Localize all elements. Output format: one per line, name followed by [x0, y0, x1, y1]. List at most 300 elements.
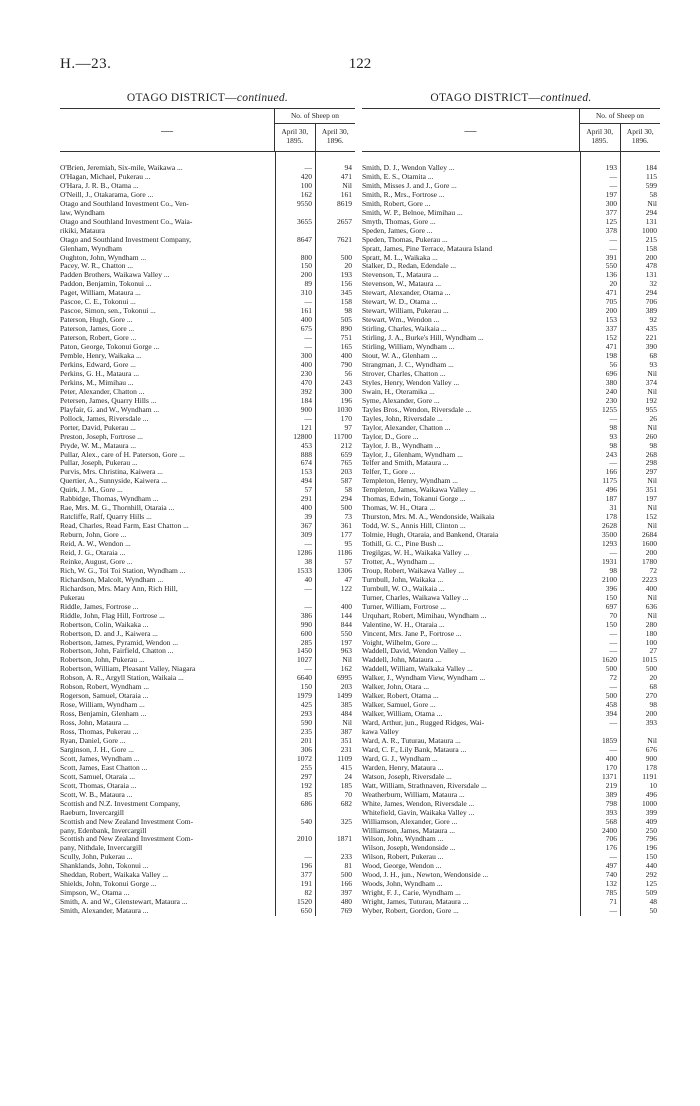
sheep-1896: Nil — [342, 180, 352, 190]
owner-name: Raeburn, Invercargill — [60, 808, 125, 817]
owner-name: Stevenson, T., Mataura ... — [362, 271, 439, 280]
sheep-1896: 1600 — [642, 539, 657, 549]
owner-name: Pukerau — [60, 593, 85, 602]
owner-name: Perkins, G. H., Mataura ... — [60, 369, 139, 378]
sheep-1895: 675 — [300, 324, 312, 334]
sheep-1896: 200 — [645, 252, 657, 262]
sheep-1895: 136 — [605, 270, 617, 280]
sheep-1896: 165 — [340, 342, 352, 352]
sheep-1896: 415 — [340, 762, 352, 772]
table-row — [60, 218, 355, 227]
sheep-1896: 280 — [645, 619, 657, 629]
sheep-header-label: No. of Sheep on — [580, 109, 660, 124]
owner-name: Todd, W. S., Annis Hill, Clinton ... — [362, 522, 466, 531]
owner-name: Reinke, August, Gore ... — [60, 557, 133, 566]
sheep-1895: 1293 — [602, 539, 617, 549]
sheep-1896: 158 — [645, 243, 657, 253]
sheep-1896: 156 — [340, 279, 352, 289]
sheep-1896: 397 — [340, 888, 352, 898]
sheep-1895: 1175 — [602, 476, 617, 486]
sheep-1896: 57 — [344, 556, 352, 566]
sheep-1895: 400 — [300, 359, 312, 369]
sheep-1896: 500 — [340, 870, 352, 880]
sheep-1896: 769 — [340, 906, 352, 916]
name-column-header: — — [161, 122, 173, 137]
owner-name: pany, Edenbank, Invercargill — [60, 826, 147, 835]
owner-name: Vincent, Mrs. Jane P., Fortrose ... — [362, 629, 462, 638]
owner-name: Trotter, A., Wyndham ... — [362, 557, 435, 566]
sheep-1896: 268 — [645, 449, 657, 459]
sheep-1896: 706 — [645, 297, 657, 307]
owner-name: Otago and Southland Investment Co., Ven- — [60, 199, 189, 208]
owner-name: Spratt, James, Pine Terrace, Mataura Island — [362, 244, 493, 253]
sheep-1895: 686 — [300, 798, 312, 808]
owner-name: Smith, D. J., Wendon Valley ... — [362, 164, 455, 172]
sheep-1895: — — [304, 539, 312, 549]
sheep-1896: 294 — [645, 207, 657, 217]
owner-name: Smith, Alexander, Mataura ... — [60, 907, 149, 916]
owner-name: Speden, James, Gore ... — [362, 226, 433, 235]
sheep-1896: 92 — [649, 315, 657, 325]
table-row — [60, 585, 355, 594]
owner-name: Walker, Samuel, Gore ... — [362, 701, 436, 710]
sheep-1896: 192 — [645, 395, 657, 405]
owner-name: Ward, Arthur, jun., Rugged Ridges, Wai- — [362, 719, 485, 728]
sheep-1895: — — [304, 583, 312, 593]
sheep-1896: 270 — [645, 691, 657, 701]
owner-name: Thomas, W. H., Otara ... — [362, 504, 436, 513]
table-row — [60, 818, 355, 827]
sheep-1896: 1306 — [337, 565, 352, 575]
sheep-1895: 150 — [300, 261, 312, 271]
sheep-1895: 31 — [609, 503, 617, 513]
owner-name: Smith, A. and W., Glenstewart, Mataura ... — [60, 898, 188, 907]
sheep-1895: 197 — [605, 189, 617, 199]
sheep-1895: 377 — [605, 207, 617, 217]
sheep-1896: 294 — [340, 494, 352, 504]
sheep-1895: 453 — [300, 440, 312, 450]
sheep-1895: 500 — [605, 664, 617, 674]
owner-name: Smith, R., Mrs., Fortrose ... — [362, 190, 445, 199]
owner-name: Troup, Robert, Waikawa Valley ... — [362, 566, 464, 575]
owner-name: O'Hara, J. R. B., Otama ... — [60, 181, 139, 190]
sheep-1895: 162 — [300, 189, 312, 199]
sheep-1896: 500 — [340, 503, 352, 513]
owner-name: Playfair, G. and W., Wyndham ... — [60, 405, 160, 414]
sheep-1896: 200 — [645, 709, 657, 719]
year-1895-header: April 30, 1895. — [586, 127, 614, 145]
owner-name: Padden Brothers, Waikawa Valley ... — [60, 271, 170, 280]
sheep-1895: 161 — [300, 306, 312, 316]
owner-name: Swain, H., Oteramika ... — [362, 387, 435, 396]
sheep-1896: 122 — [340, 583, 352, 593]
owner-name: Valentine, W. H., Otaraia ... — [362, 620, 445, 629]
owner-name: Smith, W. P., Belnoe, Mimihau ... — [362, 208, 463, 217]
owner-name: Stewart, W. D., Otama ... — [362, 298, 438, 307]
owner-name: Scott, James, East Chatton ... — [60, 763, 148, 772]
sheep-1896: 166 — [340, 879, 352, 889]
sheep-1895: — — [609, 852, 617, 862]
owner-name: Preston, Joseph, Fortrose ... — [60, 432, 143, 441]
sheep-1895: — — [304, 852, 312, 862]
sheep-1895: 497 — [605, 861, 617, 871]
sheep-1895: 367 — [300, 521, 312, 531]
column-title: OTAGO DISTRICT—continued. — [126, 92, 289, 104]
owner-name: Williamson, Alexander, Gore ... — [362, 817, 458, 826]
sheep-1896: 345 — [340, 288, 352, 298]
sheep-1895: 2628 — [602, 521, 617, 531]
owner-name: Wright, F. J., Carie, Wyndham ... — [362, 889, 461, 898]
sheep-1896: 1871 — [337, 834, 352, 844]
owner-name: Robertson, William, Pleasant Valley, Niagara — [60, 665, 196, 674]
sheep-1896: 471 — [340, 171, 352, 181]
sheep-1895: 496 — [605, 485, 617, 495]
owner-name: Telfer, T., Gore ... — [362, 468, 416, 477]
sheep-1896: 1109 — [337, 753, 352, 763]
owner-name: rikiki, Mataura — [60, 226, 105, 235]
owner-name: Turner, Charles, Waikawa Valley ... — [362, 593, 469, 602]
owner-name: Walker, John, Otara ... — [362, 683, 429, 692]
owner-name: Glenham, Wyndham — [60, 244, 122, 253]
owner-name: Smith, E. S., Otamita ... — [362, 172, 434, 181]
owner-name: Stevenson, W., Mataura ... — [362, 280, 441, 289]
sheep-1895: — — [609, 413, 617, 423]
sheep-1896: 212 — [340, 440, 352, 450]
sheep-1895: 235 — [300, 727, 312, 737]
sheep-1896: 409 — [645, 816, 657, 826]
owner-name: Walker, William, Otama ... — [362, 710, 443, 719]
table-row — [362, 719, 660, 728]
sheep-1895: 8647 — [297, 234, 312, 244]
sheep-1896: 162 — [340, 664, 352, 674]
sheep-1896: 440 — [645, 861, 657, 871]
table-header — [362, 108, 660, 152]
sheep-1896: Nil — [647, 736, 657, 745]
owner-name: Turnbull, W. O., Waikaia ... — [362, 584, 445, 593]
sheep-1895: 98 — [609, 565, 617, 575]
table-row — [60, 907, 355, 916]
sheep-1896: 177 — [340, 530, 352, 540]
owner-name: Waddell, William, Waikaka Valley ... — [362, 665, 473, 674]
sheep-1895: 89 — [304, 279, 312, 289]
sheep-1895: 192 — [300, 780, 312, 790]
sheep-1896: 98 — [649, 440, 657, 450]
sheep-1896: 250 — [645, 825, 657, 835]
sheep-1895: — — [304, 333, 312, 343]
sheep-1895: 386 — [300, 610, 312, 620]
owner-name: Robertson, James, Pyramid, Wendon ... — [60, 638, 178, 647]
sheep-1895: 187 — [605, 494, 617, 504]
sheep-1896: 72 — [649, 565, 657, 575]
owner-name: Otago and Southland Investment Co., Waia- — [60, 217, 193, 226]
sheep-1896: 1186 — [337, 547, 352, 557]
sheep-1895: 400 — [300, 503, 312, 513]
owner-name: Paterson, James, Gore ... — [60, 325, 135, 334]
owner-name: Ross, Benjamin, Glenham ... — [60, 710, 147, 719]
owner-name: Williamson, James, Mataura ... — [362, 826, 456, 835]
owner-name: Quertier, A., Sunnyside, Kaiwera ... — [60, 477, 167, 486]
sheep-1896: 10 — [649, 780, 657, 790]
sheep-1895: 184 — [300, 395, 312, 405]
sheep-1895: 425 — [300, 700, 312, 710]
owner-name: Styles, Henry, Wendon Valley ... — [362, 378, 460, 387]
sheep-1895: 150 — [300, 682, 312, 692]
sheep-1895: 85 — [304, 789, 312, 799]
sheep-1896: 131 — [645, 270, 657, 280]
sheep-1895: 57 — [304, 485, 312, 495]
sheep-1896: 221 — [645, 333, 657, 343]
sheep-1895: — — [609, 682, 617, 692]
sheep-1895: 785 — [605, 888, 617, 898]
table-body — [60, 164, 355, 916]
sheep-1896: 68 — [649, 351, 657, 361]
sheep-1895: — — [609, 628, 617, 638]
owner-name: kawa Valley — [362, 728, 399, 737]
sheep-1896: 1780 — [642, 556, 657, 566]
owner-name: Rae, Mrs. M. G., Thornhill, Otaraia ... — [60, 504, 175, 513]
owner-name: Templeton, Henry, Wyndham ... — [362, 477, 458, 486]
sheep-1896: Nil — [647, 503, 657, 513]
sheep-1896: 393 — [645, 718, 657, 728]
owner-name: Robson, A. R., Argyll Station, Waikaia ... — [60, 674, 184, 683]
sheep-1895: 391 — [605, 252, 617, 262]
owner-name: Wood, George, Wendon ... — [362, 862, 442, 871]
sheep-1896: 200 — [645, 547, 657, 557]
sheep-1896: 98 — [649, 700, 657, 710]
owner-name: Robson, Robert, Wyndham ... — [60, 683, 149, 692]
sheep-1895: 696 — [605, 368, 617, 378]
owner-name: Stewart, Wm., Wendon ... — [362, 316, 440, 325]
sheep-1896: 158 — [340, 297, 352, 307]
sheep-1895: 800 — [300, 252, 312, 262]
sheep-1896: 351 — [645, 485, 657, 495]
sheep-1896: 97 — [344, 422, 352, 432]
sheep-1895: 1027 — [297, 655, 312, 665]
owner-name: Robertson, John, Fairfield, Chatton ... — [60, 647, 174, 656]
sheep-1895: 1620 — [602, 655, 617, 665]
owner-name: Ross, John, Mataura ... — [60, 719, 129, 728]
sheep-1896: Nil — [342, 718, 352, 728]
sheep-1896: 587 — [340, 476, 352, 486]
owner-name: Rose, William, Wyndham ... — [60, 701, 145, 710]
sheep-1895: — — [609, 646, 617, 656]
sheep-1896: 955 — [645, 404, 657, 414]
sheep-1896: Nil — [647, 198, 657, 208]
sheep-1895: 389 — [605, 789, 617, 799]
owner-name: Simpson, W., Otama ... — [60, 889, 130, 898]
owner-name: Pryde, W. M., Mataura ... — [60, 441, 137, 450]
owner-name: Rabbidge, Thomas, Wyndham ... — [60, 495, 159, 504]
sheep-1896: Nil — [647, 521, 657, 531]
owner-name: Reid, A. W., Wendon ... — [60, 540, 131, 549]
sheep-1896: 180 — [645, 628, 657, 638]
sheep-1895: 125 — [605, 216, 617, 226]
sheep-1896: 1191 — [642, 771, 657, 781]
table-header — [60, 108, 355, 152]
sheep-1896: 203 — [340, 682, 352, 692]
sheep-1895: 650 — [300, 906, 312, 916]
sheep-1895: 56 — [609, 359, 617, 369]
owner-name: Pemble, Henry, Waikaka ... — [60, 352, 142, 361]
right-column — [362, 92, 660, 916]
sheep-1895: — — [609, 180, 617, 190]
sheep-1895: 70 — [609, 610, 617, 620]
sheep-1895: 500 — [605, 691, 617, 701]
owner-name: Taylor, J. B., Wyndham ... — [362, 441, 441, 450]
sheep-1896: 95 — [344, 539, 352, 549]
owner-name: Ward, G. J., Wyndham ... — [362, 754, 438, 763]
year-1896-header: April 30, 1896. — [620, 124, 661, 151]
sheep-1896: 659 — [340, 449, 352, 459]
owner-name: Warden, Henry, Mataura ... — [362, 763, 444, 772]
owner-name: pany, Nithdale, Invercargill — [60, 844, 143, 853]
sheep-1895: 1979 — [297, 691, 312, 701]
sheep-1896: 150 — [645, 852, 657, 862]
owner-name: Paterson, Hugh, Gore ... — [60, 316, 133, 325]
sheep-1896: 292 — [645, 870, 657, 880]
sheep-1895: — — [304, 163, 312, 172]
sheep-1895: 309 — [300, 530, 312, 540]
owner-name: Wright, James, Tuturau, Mataura ... — [362, 898, 469, 907]
sheep-1895: 740 — [605, 870, 617, 880]
sheep-1895: 337 — [605, 324, 617, 334]
sheep-1896: 400 — [340, 351, 352, 361]
owner-name: Waddell, John, Mataura ... — [362, 656, 441, 665]
sheep-1896: Nil — [647, 592, 657, 602]
sheep-1896: Nil — [647, 386, 657, 396]
sheep-1896: 509 — [645, 888, 657, 898]
owner-name: Otago and Southland Investment Company, — [60, 235, 191, 244]
sheep-1896: 231 — [340, 744, 352, 754]
sheep-1895: 471 — [605, 288, 617, 298]
sheep-1895: 82 — [304, 888, 312, 898]
sheep-1895: 888 — [300, 449, 312, 459]
sheep-1896: 233 — [340, 852, 352, 862]
sheep-1896: 1499 — [337, 691, 352, 701]
sheep-1895: 590 — [300, 718, 312, 728]
owner-name: Ward, C. F., Lily Bank, Mataura ... — [362, 745, 467, 754]
sheep-1895: 396 — [605, 583, 617, 593]
sheep-1895: 150 — [605, 619, 617, 629]
sheep-1895: 540 — [300, 816, 312, 826]
sheep-1896: 361 — [340, 521, 352, 531]
sheep-1895: 285 — [300, 637, 312, 647]
owner-name: Scottish and New Zealand Investment Com- — [60, 835, 194, 844]
owner-name: Watt, William, Strathnaven, Riversdale ... — [362, 781, 487, 790]
sheep-1895: 132 — [605, 879, 617, 889]
owner-name: Richardson, Malcolt, Wyndham ... — [60, 575, 164, 584]
owner-name: Tregilgas, W. H., Waikaka Valley ... — [362, 548, 470, 557]
sheep-1895: — — [304, 413, 312, 423]
sheep-1896: 100 — [645, 637, 657, 647]
sheep-1895: 193 — [605, 163, 617, 172]
owner-name: Pacey, W. R., Chatton ... — [60, 262, 134, 271]
owner-name: Thurston, Mrs. M. A., Wendonside, Waikaia — [362, 513, 495, 522]
sheep-1895: — — [609, 234, 617, 244]
sheep-1895: 310 — [300, 288, 312, 298]
owner-name: Stewart, William, Pukerau ... — [362, 307, 449, 316]
sheep-1896: 297 — [645, 467, 657, 477]
sheep-1896: 73 — [344, 512, 352, 522]
sheep-1896: 636 — [645, 601, 657, 611]
sheep-1896: 47 — [344, 574, 352, 584]
owner-name: Stout, W. A., Glenham ... — [362, 352, 438, 361]
sheep-1895: 39 — [304, 512, 312, 522]
sheep-1896: 374 — [645, 377, 657, 387]
sheep-1895: 170 — [605, 762, 617, 772]
sheep-1896: 435 — [645, 324, 657, 334]
owner-name: Paget, William, Mataura ... — [60, 289, 141, 298]
sheep-1895: 150 — [605, 592, 617, 602]
sheep-1896: Nil — [647, 610, 657, 620]
sheep-1895: 200 — [300, 270, 312, 280]
sheep-1895: 400 — [300, 315, 312, 325]
sheep-1896: 484 — [340, 709, 352, 719]
sheep-1895: — — [609, 718, 617, 728]
owner-name: Shields, John, Tokonui Gorge ... — [60, 880, 157, 889]
sheep-1895: 240 — [605, 386, 617, 396]
sheep-1895: 494 — [300, 476, 312, 486]
owner-name: Wilson, Robert, Pukerau ... — [362, 853, 444, 862]
table-row — [362, 907, 660, 916]
sheep-1895: 6640 — [297, 673, 312, 683]
owner-name: Wood, J. H., jun., Newton, Wendonside ... — [362, 871, 489, 880]
column-title: OTAGO DISTRICT—continued. — [430, 92, 592, 104]
owner-name: Speden, Thomas, Pukerau ... — [362, 235, 448, 244]
sheep-1896: 765 — [340, 458, 352, 468]
sheep-1895: 297 — [300, 771, 312, 781]
sheep-1896: 144 — [340, 610, 352, 620]
owner-name: Tothill, G. C., Pine Bush ... — [362, 540, 444, 549]
sheep-1896: 197 — [645, 494, 657, 504]
owner-name: Riddle, John, Flag Hill, Fortrose ... — [60, 611, 165, 620]
sheep-1896: 900 — [645, 753, 657, 763]
owner-name: Tolmie, Hugh, Otaraia, and Bankend, Otaraia — [362, 531, 499, 540]
sheep-1896: 98 — [344, 306, 352, 316]
owner-name: Perkins, M., Mimihau ... — [60, 378, 134, 387]
sheep-1895: 196 — [300, 861, 312, 871]
sheep-1896: 125 — [645, 879, 657, 889]
owner-name: Turner, William, Fortrose ... — [362, 602, 446, 611]
sheep-1896: 58 — [649, 189, 657, 199]
owner-name: Stirling, J. A., Burke's Hill, Wyndham ... — [362, 334, 484, 343]
sheep-1896: 161 — [340, 189, 352, 199]
sheep-1896: 400 — [645, 583, 657, 593]
sheep-1895: 9550 — [297, 198, 312, 208]
owner-name: Ryan, Daniel, Gore ... — [60, 737, 126, 745]
sheep-1896: 599 — [645, 180, 657, 190]
sheep-1896: 1000 — [642, 798, 657, 808]
sheep-1896: 20 — [649, 673, 657, 683]
sheep-1895: 458 — [605, 700, 617, 710]
sheep-1895: — — [609, 243, 617, 253]
owner-name: Wyber, Robert, Gordon, Gore ... — [362, 907, 459, 916]
sheep-1896: 385 — [340, 700, 352, 710]
owner-name: Robertson, Colin, Waikaka ... — [60, 620, 149, 629]
sheep-1895: 377 — [300, 870, 312, 880]
sheep-1895: 2010 — [297, 834, 312, 844]
owner-name: Scottish and N.Z. Investment Company, — [60, 799, 181, 808]
sheep-1895: 705 — [605, 297, 617, 307]
sheep-1895: 1859 — [602, 736, 617, 745]
owner-name: Shanklands, John, Tokonui ... — [60, 862, 149, 871]
sheep-1896: 8619 — [337, 198, 352, 208]
sheep-1895: 100 — [300, 180, 312, 190]
sheep-1895: 568 — [605, 816, 617, 826]
sheep-1896: 56 — [344, 368, 352, 378]
owner-name: Peter, Alexander, Chatton ... — [60, 387, 145, 396]
sheep-1895: 153 — [300, 467, 312, 477]
